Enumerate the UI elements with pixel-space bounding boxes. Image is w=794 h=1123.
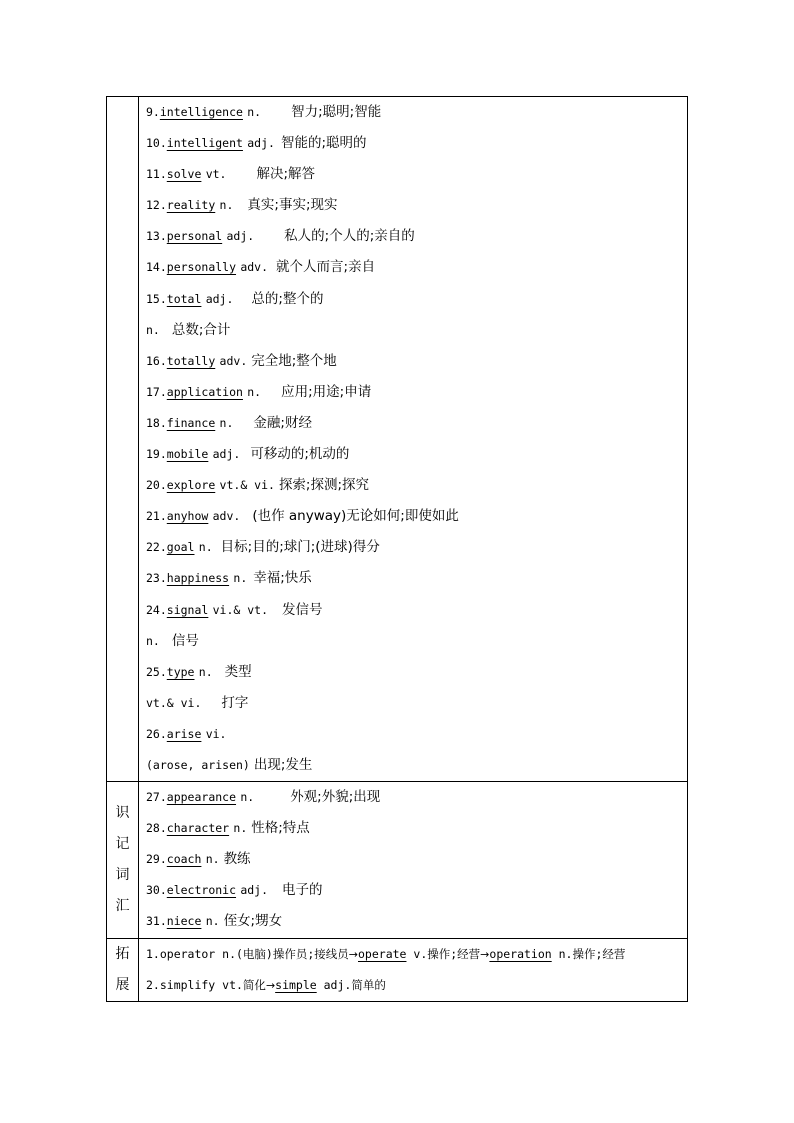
extension-line-2 <box>146 970 687 1001</box>
vocab-entry <box>146 532 687 563</box>
entry-word: solve <box>166 167 202 182</box>
entry-meaning: 性格;特点 <box>251 820 310 837</box>
entry-part-of-speech: vt.& vi. <box>146 695 202 710</box>
entry-meaning: 类型 <box>224 663 252 680</box>
entry-part-of-speech: vt. <box>205 167 227 182</box>
entry-part-of-speech: vt.& vi. <box>219 478 275 493</box>
word-list-core <box>139 97 688 782</box>
entry-number: 22. <box>146 540 167 555</box>
entry-number: 11. <box>146 167 167 182</box>
entry-part-of-speech: n. <box>240 790 255 805</box>
extension-word: simple <box>275 977 317 992</box>
vocab-entry <box>146 844 687 875</box>
entry-word: total <box>166 291 202 306</box>
section-label-char: 展 <box>115 976 130 993</box>
entry-number: 19. <box>146 447 167 462</box>
section-label-extension <box>107 938 139 1001</box>
vocab-entry <box>146 408 687 439</box>
entry-word: intelligence <box>159 105 243 119</box>
vocab-entry <box>146 813 687 844</box>
entry-meaning: 打字 <box>221 694 249 711</box>
entry-part-of-speech: n. <box>247 384 262 399</box>
extension-word: operate <box>358 946 407 961</box>
entry-part-of-speech: adj. <box>212 447 241 462</box>
section-label-char: 汇 <box>115 897 130 914</box>
vocab-entry <box>146 906 687 937</box>
entry-number: 14. <box>146 260 167 275</box>
entry-number: 18. <box>146 415 167 430</box>
section-label-char: 记 <box>115 835 130 852</box>
entry-part-of-speech: vi.& vt. <box>212 602 269 617</box>
entry-part-of-speech: adv. <box>219 353 248 368</box>
section-label-empty <box>107 97 139 782</box>
entry-meaning: (也作 anyway)无论如何;即使如此 <box>252 508 459 525</box>
entry-part-of-speech: n. <box>219 415 234 430</box>
entry-number: 10. <box>146 136 167 151</box>
entry-word: application <box>166 384 243 399</box>
entry-number: 28. <box>146 821 167 836</box>
entry-meaning: 外观;外貌;出现 <box>290 789 381 806</box>
word-list-extension <box>139 938 688 1001</box>
vocab-entry <box>146 501 687 532</box>
vocab-entry <box>146 190 687 221</box>
arrow-icon: → <box>348 947 358 961</box>
entry-part-of-speech: n. <box>233 821 248 836</box>
entry-meaning: 探索;探测;探究 <box>278 477 370 494</box>
entry-meaning: 教练 <box>223 851 251 868</box>
vocab-entry <box>146 377 687 408</box>
entry-number: 17. <box>146 384 167 399</box>
entry-meaning: 可移动的;机动的 <box>250 446 350 463</box>
section-label-char: 词 <box>115 866 130 883</box>
entry-part-of-speech: (arose, arisen) <box>146 757 250 772</box>
entry-word: reality <box>166 198 216 213</box>
entry-word: niece <box>166 914 202 929</box>
entry-number: 15. <box>146 291 167 306</box>
extension-word: operation <box>489 946 552 961</box>
entry-word: character <box>166 821 230 836</box>
entry-number: 26. <box>146 726 167 741</box>
vocab-entry <box>146 470 687 501</box>
entry-part-of-speech: vi. <box>205 726 227 741</box>
entry-number: 13. <box>146 229 167 244</box>
entry-meaning: 侄女;甥女 <box>223 913 283 930</box>
entry-word: goal <box>166 540 195 555</box>
entry-part-of-speech: n. <box>198 540 213 555</box>
vocab-entry <box>146 626 687 657</box>
section-row-3 <box>107 938 688 1001</box>
entry-meaning: 就个人而言;亲自 <box>276 259 376 276</box>
arrow-icon: → <box>265 978 276 992</box>
entry-meaning: 私人的;个人的;亲自的 <box>284 228 415 245</box>
vocabulary-table <box>106 96 688 1002</box>
entry-meaning: 电子的 <box>282 882 323 899</box>
vocab-entry <box>146 128 687 159</box>
entry-meaning: 出现;发生 <box>253 756 313 773</box>
entry-word: finance <box>166 415 216 430</box>
vocab-entry <box>146 221 687 252</box>
entry-word: electronic <box>166 883 237 898</box>
extension-text: n.操作;经营 <box>551 946 626 961</box>
entry-part-of-speech: adv. <box>240 260 269 275</box>
entry-word: type <box>166 664 195 679</box>
entry-meaning: 应用;用途;申请 <box>281 383 372 400</box>
extension-text: adj.简单的 <box>316 977 386 992</box>
word-list-memorize <box>139 782 688 938</box>
extension-text: 1.operator n.(电脑)操作员;接线员 <box>146 946 349 961</box>
entry-number: 31. <box>146 914 167 929</box>
entry-word: intelligent <box>166 136 243 151</box>
entry-part-of-speech: n. <box>198 664 213 679</box>
vocab-entry <box>146 346 687 377</box>
entry-word: happiness <box>166 571 230 586</box>
entry-meaning: 解决;解答 <box>256 166 316 183</box>
entry-meaning: 幸福;快乐 <box>253 570 312 587</box>
vocab-entry <box>146 97 687 128</box>
entry-meaning: 智能的;聪明的 <box>280 135 367 152</box>
entry-number: 23. <box>146 571 167 586</box>
entry-word: personal <box>166 229 223 244</box>
extension-text: v.操作;经营 <box>406 946 481 961</box>
entry-part-of-speech: adj. <box>226 229 255 244</box>
section-row-1 <box>107 97 688 782</box>
entry-part-of-speech: n. <box>205 914 220 929</box>
entry-part-of-speech: n. <box>219 198 234 213</box>
entry-word: signal <box>166 602 209 617</box>
entry-word: totally <box>166 353 216 368</box>
entry-number: 21. <box>146 509 167 524</box>
entry-number: 30. <box>146 883 167 898</box>
vocab-entry <box>146 875 687 906</box>
vocab-entry <box>146 159 687 190</box>
extension-text: 2.simplify vt.简化 <box>146 977 266 992</box>
entry-word: mobile <box>166 447 209 462</box>
entry-part-of-speech: n. <box>146 322 160 337</box>
entry-meaning: 发信号 <box>282 601 323 618</box>
entry-meaning: 总数;合计 <box>171 321 231 338</box>
section-label-memorize <box>107 782 139 938</box>
entry-word: anyhow <box>166 509 209 524</box>
entry-number: 24. <box>146 602 167 617</box>
entry-part-of-speech: n. <box>247 105 262 119</box>
vocab-entry <box>146 719 687 750</box>
entry-meaning: 总的;整个的 <box>251 290 324 307</box>
entry-word: arise <box>166 726 202 741</box>
entry-word: personally <box>166 260 237 275</box>
vocab-entry <box>146 782 687 813</box>
entry-part-of-speech: n. <box>205 852 220 867</box>
vocab-entry <box>146 252 687 283</box>
entry-meaning: 信号 <box>171 632 199 649</box>
entry-word: coach <box>166 852 202 867</box>
entry-part-of-speech: adj. <box>247 136 275 151</box>
entry-meaning: 目标;目的;球门;(进球)得分 <box>220 539 380 556</box>
vocab-entry <box>146 657 687 688</box>
entry-number: 25. <box>146 664 167 679</box>
section-label-char: 拓 <box>115 945 130 962</box>
entry-meaning: 真实;事实;现实 <box>247 197 338 214</box>
arrow-icon: → <box>480 947 490 961</box>
entry-meaning: 完全地;整个地 <box>251 352 337 369</box>
entry-number: 9. <box>146 105 160 119</box>
section-label-char: 识 <box>115 804 130 821</box>
vocab-entry <box>146 315 687 346</box>
entry-word: appearance <box>166 790 237 805</box>
entry-number: 16. <box>146 353 167 368</box>
vocab-entry <box>146 284 687 315</box>
entry-part-of-speech: n. <box>146 633 160 648</box>
entry-number: 29. <box>146 852 167 867</box>
entry-meaning: 智力;聪明;智能 <box>291 104 382 120</box>
vocab-entry <box>146 595 687 626</box>
vocab-entry <box>146 688 687 719</box>
entry-part-of-speech: adj. <box>240 883 269 898</box>
vocab-entry <box>146 750 687 781</box>
extension-line-1 <box>146 939 687 970</box>
entry-meaning: 金融;财经 <box>253 414 312 431</box>
vocab-entry <box>146 439 687 470</box>
entry-number: 27. <box>146 790 167 805</box>
entry-part-of-speech: adv. <box>212 509 241 524</box>
entry-number: 20. <box>146 478 167 493</box>
section-row-2 <box>107 782 688 938</box>
entry-number: 12. <box>146 198 167 213</box>
entry-part-of-speech: adj. <box>205 291 234 306</box>
vocab-entry <box>146 563 687 594</box>
entry-part-of-speech: n. <box>233 571 248 586</box>
entry-word: explore <box>166 478 216 493</box>
